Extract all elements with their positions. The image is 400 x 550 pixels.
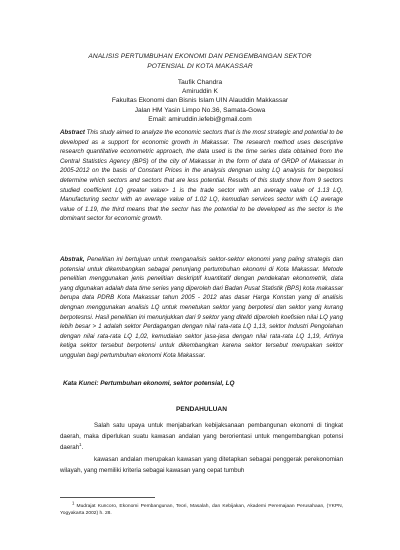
- abstract-english: [60, 128, 343, 224]
- footnote-number: 1: [72, 500, 75, 506]
- abstrak-text: Penelitian ini bertujuan untuk menganalisis sektor-sektor ekonomi yang paling strategis dan potensial untuk dikembangkan sebagai penunjang pertumbuhan ekonomi di Kota Makassar. Metode penelitian menggunakan jenis penelitian deskriptif kuantitatif dengan pendekatan ekonometrik, data yang digunakan adalah data time series yang diperoleh dari Badan Pusat Statistik (BPS) kota makassar berupa data PDRB Kota Makassar tahun 2005 - 2012 atas dasar Harga Konstan yang di analisis dengnan menggunakan analisis LQ untuk menetukan sektor yang berpotesi dan sektor yang kurang berpotesnsi. Hasil penelitian ini menunjukkan dari 9 sektor yang diteliti diperoleh koefisien nilai LQ yang lebih besar > 1 adalah sektor Perdagangan dengan nilai rata-rata LQ 1,13, sektor Industri Pengolahan dengan nilai rata-rata LQ 1,02, kemudaian sektor jasa-jasa dengan nilai rata-rata LQ 1,19, Artinya ketiga sektor tersebut berpotensi untuk dikembangkan karena sektor tersebut merupakan sektor unggulan bagi pertumbuhan ekonomi Kota Makassar.: [60, 256, 343, 359]
- abstract-label: Abstract: [60, 129, 85, 136]
- affiliation: Fakultas Ekonomi dan Bisnis Islam UIN Alauddin Makkassar: [111, 97, 289, 105]
- abstract-text: This study aimed to analyze the economic sectors that is the most strategic and potential to be developed as a support for economic growth in Makassar. The research method uses descriptive research quantitative econometric approach, the data used is the time series data obtained from the Central Statistics Agency (BPS) of the city of Makassar in the form of data of GRDP of Makassar in 2005-2012 on the basis of Constant Prices in the analysis dengnan using LQ analysis for berpotesi determine which sectors and sectors that are less potential. Results of this study show from 9 sectors studied coefficient LQ greater value> 1 is the trade sector with an average value of 1.13 LQ, Manufacturing sector with an average value of 1.02 LQ, kemudian services sector with LQ average value of 1.19, the third means that the sector has the potential to be developed as the sector is the dominant sector for economic growth.: [60, 129, 343, 223]
- body-paragraph-1-text: Salah satu upaya untuk menjabarkan kebijaksanaan pembangunan ekonomi di tingkat daerah, maka diperlukan suatu kawasan andalan yang berorientasi untuk mengembangkan potensi daerah: [60, 422, 343, 452]
- title-line-1: ANALISIS PERTUMBUHAN EKONOMI DAN PENGEMBANGAN SEKTOR: [88, 53, 312, 60]
- author-block: [50, 78, 350, 124]
- abstrak-label: Abstrak,: [60, 256, 85, 263]
- author-name-2: Amiruddin K: [182, 88, 218, 96]
- footnote-text: Mudrajat Kuncoro, Ekonomi Pembangunan, Teori, Masalah, dan Kebijakan, Akademi Peremajaan Perusahaan, (YKPN, Yogyakarta 2002) h. 28.: [60, 504, 343, 517]
- body-paragraph-1: [60, 420, 343, 454]
- keywords: Kata Kunci: Pertumbuhan ekonomi, sektor potensial, LQ: [63, 380, 235, 387]
- section-heading: PENDAHULUAN: [176, 406, 227, 413]
- address: Jalan HM Yasin Limpo No.36, Samata-Gowa: [134, 106, 266, 114]
- body-paragraph-2: kawasan andalan merupakan kawasan yang ditetapkan sebagai penggerak perekonomian wilayah, yang memiliki kriteria sebagai kawasan yang cepat tumbuh: [60, 456, 343, 475]
- footnote-ref: 1: [79, 442, 82, 448]
- footnote-divider: [60, 497, 155, 498]
- body-paragraph-1-end: .: [81, 444, 84, 452]
- email: Email: amiruddin.iefebi@gmail.com: [148, 115, 252, 123]
- footnote: [60, 500, 343, 518]
- abstract-indonesian: [60, 255, 343, 361]
- paper-title: [50, 52, 350, 72]
- title-line-2: POTENSIAL DI KOTA MAKASSAR: [147, 63, 253, 70]
- author-name: Taufik Chandra: [177, 79, 223, 86]
